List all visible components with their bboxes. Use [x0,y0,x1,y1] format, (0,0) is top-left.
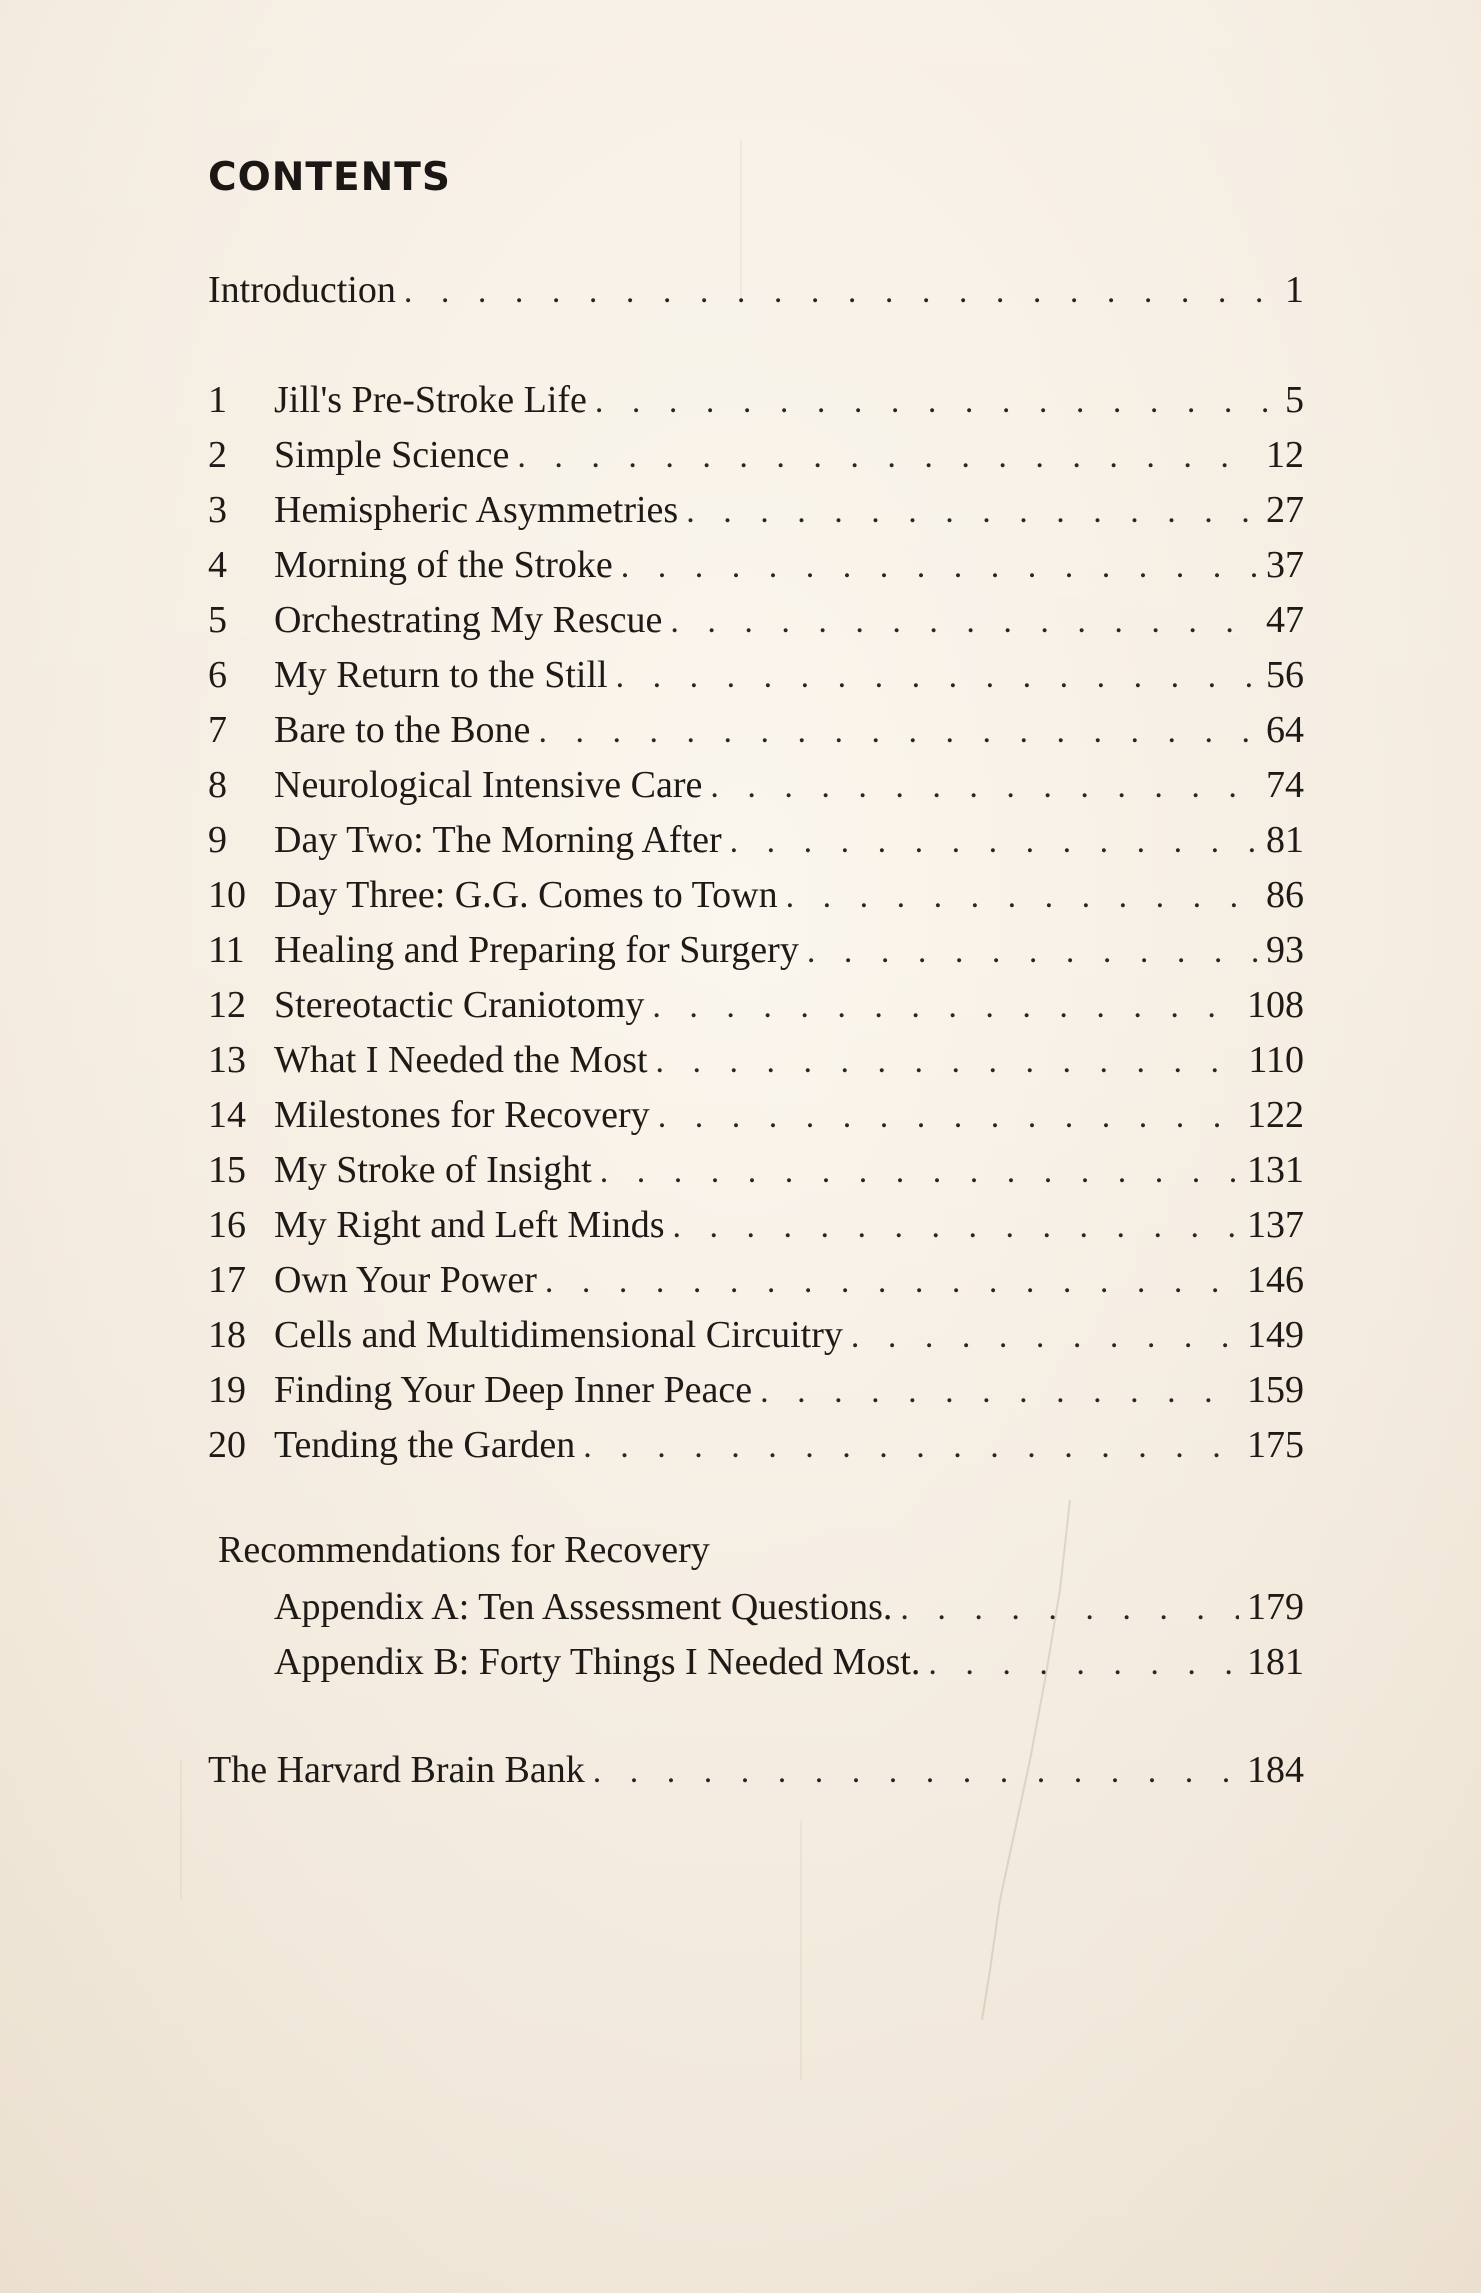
chapter-number: 1 [208,379,227,421]
dot-leader [621,542,1258,592]
toc-chapter-row[interactable] [208,540,1304,590]
scan-streak [180,1760,182,1900]
page-title: CONTENTS [208,155,451,200]
chapter-title: Jill's Pre-Stroke Life [274,379,587,421]
chapter-number: 6 [208,654,227,696]
chapter-page-number: 37 [1266,544,1304,586]
toc-chapter-row[interactable] [208,980,1304,1030]
dot-leader [851,1312,1239,1362]
chapter-title: Bare to the Bone [274,709,531,751]
toc-chapter-row[interactable] [208,760,1304,810]
chapter-number: 18 [208,1314,246,1356]
chapter-number: 5 [208,599,227,641]
dot-leader [760,1367,1239,1417]
toc-page-number: 1 [1285,269,1304,311]
dot-leader [658,1092,1239,1142]
toc-chapter-row[interactable] [208,1090,1304,1140]
toc-chapter-row[interactable] [208,815,1304,865]
toc-chapter-row[interactable] [208,595,1304,645]
toc-chapter-row[interactable] [208,1200,1304,1250]
dot-leader [593,1747,1239,1797]
toc-chapter-row[interactable] [208,1145,1304,1195]
toc-entry-brain-bank[interactable] [208,1745,1304,1795]
appendix-page-number: 179 [1247,1586,1304,1628]
dot-leader [710,762,1258,812]
dot-leader [900,1584,1239,1634]
chapter-page-number: 122 [1247,1094,1304,1136]
dot-leader [807,927,1258,977]
dot-leader [652,982,1239,1032]
chapter-page-number: 108 [1247,984,1304,1026]
dot-leader [686,487,1258,537]
toc-entry-label: Introduction [208,269,396,311]
chapter-page-number: 131 [1247,1149,1304,1191]
recommendations-heading [208,1525,1314,1575]
dot-leader [583,1422,1239,1472]
dot-leader [656,1037,1241,1087]
dot-leader [786,872,1258,922]
chapter-title: Tending the Garden [274,1424,576,1466]
chapter-page-number: 81 [1266,819,1304,861]
dot-leader [730,817,1258,867]
chapter-number: 4 [208,544,227,586]
chapter-title: Cells and Multidimensional Circuitry [274,1314,843,1356]
chapter-number: 15 [208,1149,246,1191]
chapter-title: Day Two: The Morning After [274,819,722,861]
toc-chapter-row[interactable] [208,1310,1304,1360]
toc-appendix-row[interactable] [208,1637,1304,1687]
scan-streak [800,1820,802,2080]
toc-entry-label: The Harvard Brain Bank [208,1749,585,1791]
toc-chapter-row[interactable] [208,650,1304,700]
chapter-title: Orchestrating My Rescue [274,599,663,641]
chapter-title: Stereotactic Craniotomy [274,984,645,1026]
chapter-title: What I Needed the Most [274,1039,648,1081]
chapter-title: Simple Science [274,434,510,476]
dot-leader [538,707,1258,757]
toc-chapter-row[interactable] [208,705,1304,755]
toc-chapter-row[interactable] [208,925,1304,975]
chapter-title: Morning of the Stroke [274,544,613,586]
toc-chapter-row[interactable] [208,485,1304,535]
chapter-page-number: 86 [1266,874,1304,916]
chapter-page-number: 74 [1266,764,1304,806]
chapter-title: Milestones for Recovery [274,1094,650,1136]
chapter-title: Healing and Preparing for Surgery [274,929,799,971]
chapter-title: Own Your Power [274,1259,537,1301]
chapter-page-number: 137 [1247,1204,1304,1246]
chapter-page-number: 146 [1247,1259,1304,1301]
chapter-title: My Return to the Still [274,654,608,696]
toc-chapter-row[interactable] [208,375,1304,425]
toc-page-number: 184 [1247,1749,1304,1791]
dot-leader [595,377,1277,427]
chapter-title: Finding Your Deep Inner Peace [274,1369,753,1411]
dot-leader [517,432,1258,482]
appendix-title: Appendix A: Ten Assessment Questions. [274,1586,893,1628]
chapter-number: 14 [208,1094,246,1136]
chapter-title: My Right and Left Minds [274,1204,665,1246]
dot-leader [600,1147,1239,1197]
chapter-number: 17 [208,1259,246,1301]
toc-chapter-row[interactable] [208,1420,1304,1470]
chapter-number: 19 [208,1369,246,1411]
chapter-number: 20 [208,1424,246,1466]
chapter-title: Day Three: G.G. Comes to Town [274,874,778,916]
chapter-number: 12 [208,984,246,1026]
chapter-number: 9 [208,819,227,861]
chapter-number: 2 [208,434,227,476]
toc-appendix-row[interactable] [208,1582,1304,1632]
chapter-number: 3 [208,489,227,531]
toc-chapter-row[interactable] [208,1255,1304,1305]
chapter-page-number: 110 [1248,1039,1304,1081]
chapter-page-number: 47 [1266,599,1304,641]
chapter-page-number: 175 [1247,1424,1304,1466]
dot-leader [616,652,1258,702]
chapter-page-number: 12 [1266,434,1304,476]
chapter-page-number: 93 [1266,929,1304,971]
dot-leader [670,597,1258,647]
chapter-number: 7 [208,709,227,751]
chapter-page-number: 159 [1247,1369,1304,1411]
chapter-page-number: 27 [1266,489,1304,531]
appendix-page-number: 181 [1247,1641,1304,1683]
toc-chapter-row[interactable] [208,870,1304,920]
chapter-title: Neurological Intensive Care [274,764,703,806]
chapter-page-number: 5 [1285,379,1304,421]
chapter-number: 10 [208,874,246,916]
toc-chapter-row[interactable] [208,1035,1304,1085]
chapter-number: 11 [208,929,245,971]
chapter-page-number: 149 [1247,1314,1304,1356]
toc-chapter-row[interactable] [208,430,1304,480]
dot-leader [928,1639,1239,1689]
chapter-page-number: 64 [1266,709,1304,751]
dot-leader [673,1202,1239,1252]
chapter-number: 8 [208,764,227,806]
recommendations-label: Recommendations for Recovery [218,1529,710,1571]
chapter-title: Hemispheric Asymmetries [274,489,679,531]
toc-entry-introduction[interactable] [208,265,1304,315]
chapter-title: My Stroke of Insight [274,1149,592,1191]
chapter-page-number: 56 [1266,654,1304,696]
dot-leader [545,1257,1239,1307]
toc-chapter-row[interactable] [208,1365,1304,1415]
appendix-title: Appendix B: Forty Things I Needed Most. [274,1641,921,1683]
chapter-number: 13 [208,1039,246,1081]
chapter-number: 16 [208,1204,246,1246]
dot-leader [404,267,1277,317]
